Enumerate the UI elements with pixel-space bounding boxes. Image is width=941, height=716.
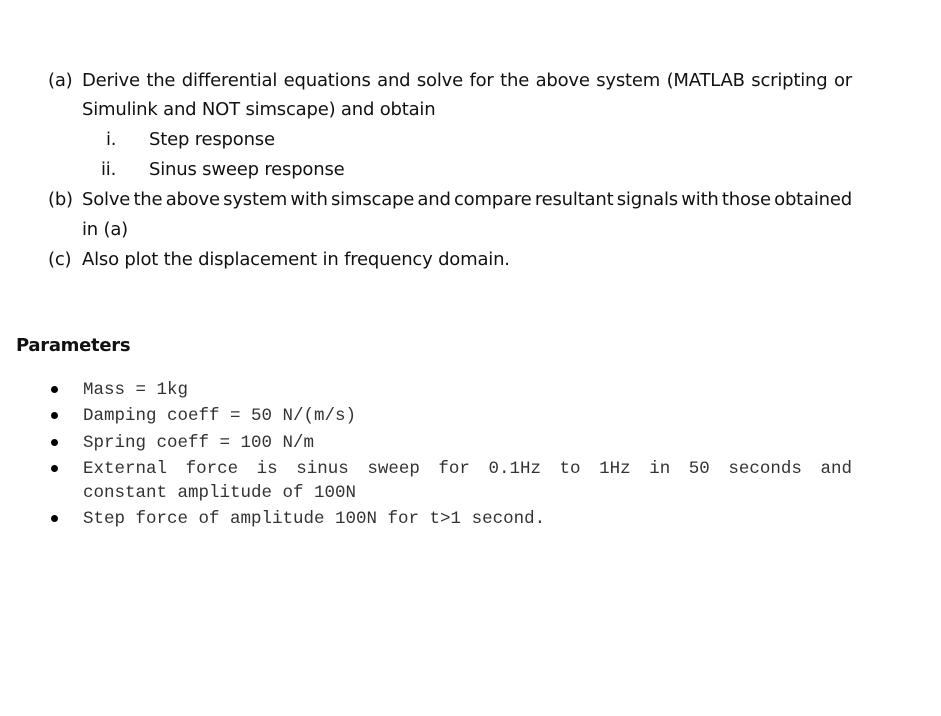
bullet-icon (51, 386, 58, 393)
bullet-icon (51, 515, 58, 522)
word: in (649, 459, 671, 479)
word: Solve (82, 189, 131, 210)
param-mass: Mass = 1kg (83, 380, 189, 400)
word: and (417, 189, 451, 210)
word: the (146, 70, 176, 91)
param-spring: Spring coeff = 100 N/m (83, 433, 315, 453)
param-external-force-line2: constant amplitude of 100N (83, 483, 357, 503)
word: scripting (751, 70, 828, 91)
word: or (833, 70, 852, 91)
word: for (438, 459, 470, 479)
param-damping: Damping coeff = 50 N/(m/s) (83, 406, 357, 426)
parameters-heading: Parameters (16, 335, 131, 356)
question-a-marker: (a) (48, 70, 73, 91)
word: force (185, 459, 239, 479)
word: resultant (534, 189, 614, 210)
question-b-line1 (82, 189, 852, 210)
word: equations (283, 70, 371, 91)
sub-item-ii-text: Sinus sweep response (149, 159, 345, 180)
sub-item-i-marker: i. (106, 129, 117, 150)
word: with (681, 189, 719, 210)
bullet-icon (51, 439, 58, 446)
word: and (377, 70, 411, 91)
word: obtained (774, 189, 852, 210)
question-a-line1 (82, 70, 852, 91)
word: those (721, 189, 771, 210)
word: above (165, 189, 220, 210)
word: to (559, 459, 581, 479)
word: for (469, 70, 494, 91)
word: signals (616, 189, 678, 210)
word: compare (453, 189, 532, 210)
word: External (83, 459, 168, 479)
question-c-text: Also plot the displacement in frequency domain. (82, 249, 510, 270)
word: the (500, 70, 530, 91)
word: 50 (688, 459, 710, 479)
word: differential (181, 70, 278, 91)
word: seconds (728, 459, 802, 479)
word: 0.1Hz (488, 459, 541, 479)
param-external-force-line1 (83, 459, 852, 479)
word: simscape (331, 189, 415, 210)
word: above (535, 70, 590, 91)
word: Derive (82, 70, 140, 91)
question-b-line2: in (a) (82, 219, 129, 240)
word: is (256, 459, 278, 479)
bullet-icon (51, 412, 58, 419)
question-c-marker: (c) (48, 249, 72, 270)
word: system (223, 189, 288, 210)
param-step-force: Step force of amplitude 100N for t>1 second. (83, 509, 546, 529)
word: solve (416, 70, 463, 91)
question-a-line2: Simulink and NOT simscape) and obtain (82, 99, 436, 120)
word: sinus (296, 459, 349, 479)
word: 1Hz (599, 459, 631, 479)
word: (MATLAB (666, 70, 745, 91)
sub-item-i-text: Step response (149, 129, 275, 150)
word: with (290, 189, 328, 210)
sub-item-ii-marker: ii. (101, 159, 117, 180)
word: and (820, 459, 852, 479)
word: sweep (367, 459, 420, 479)
question-b-marker: (b) (48, 189, 73, 210)
word: the (133, 189, 163, 210)
word: system (596, 70, 661, 91)
bullet-icon (51, 465, 58, 472)
